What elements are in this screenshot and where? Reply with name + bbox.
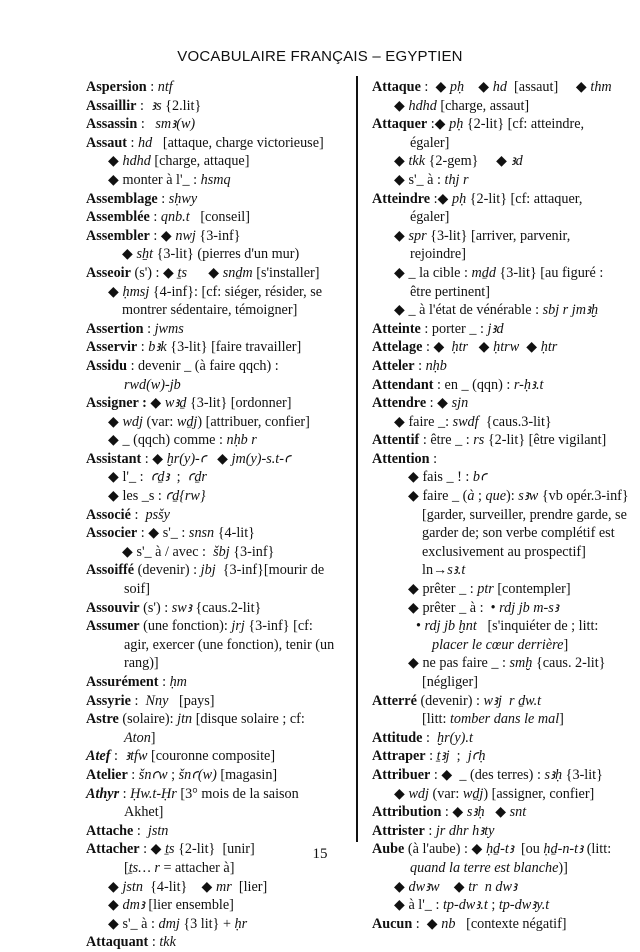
dictionary-entry: Asservir : bꜣk {3-lit} [faire travailler] [86, 339, 302, 356]
dictionary-subentry: ◆ faire _ (à ; que): sꜣw {vb opér.3-inf} [408, 488, 629, 505]
dictionary-entry: Assouvir (s') : swꜣ {caus.2-lit} [86, 599, 262, 616]
dictionary-entry: Asseoir (s') : ◆ ṯs ◆ snḏm [s'installer] [86, 264, 320, 281]
dictionary-subentry: • rdj jb ḫnt [s'inquiéter de ; litt: [416, 618, 599, 635]
dictionary-entry: Athyr : Ḥw.t-Ḥr [3° mois de la saison [86, 785, 299, 802]
dictionary-entry: Assaut : hd [attaque, charge victorieuse] [86, 134, 324, 151]
dictionary-entry: Assoiffé (devenir) : jbj {3-inf}[mourir de [86, 562, 325, 579]
dictionary-subentry: ◆ l'_ : ꜥḏꜣ ; ꜥḏr [108, 469, 207, 486]
dictionary-subentry: rejoindre] [410, 246, 466, 263]
dictionary-subentry: [garder, surveiller, prendre garde, se [422, 506, 627, 523]
dictionary-subentry: égaler] [410, 209, 450, 226]
dictionary-subentry: [ṯs… r = attacher à] [124, 859, 235, 876]
dictionary-subentry: ◆ ḥmsj {4-inf}: [cf: siéger, résider, se [108, 283, 323, 300]
dictionary-subentry: Akhet] [124, 804, 164, 821]
page-number: 15 [312, 846, 328, 862]
dictionary-entry: Attaquant : tkk [86, 934, 176, 951]
dictionary-subentry: ◆ s'_ à / avec : šbj {3-inf} [122, 543, 275, 560]
dictionary-subentry: être pertinent] [410, 283, 490, 300]
dictionary-subentry: ◆ s'_ à : thj r [394, 171, 469, 188]
dictionary-subentry: ◆ hdhd [charge, attaque] [108, 153, 250, 170]
dictionary-subentry: ◆ sẖt {3-lit} (pierres d'un mur) [122, 246, 300, 263]
dictionary-entry: Assassin : smꜣ(w) [86, 116, 196, 133]
dictionary-entry: Attraper : ṯꜣj ; jꜥḥ [372, 748, 486, 765]
dictionary-entry: Assemblée : qnb.t [conseil] [86, 209, 250, 226]
dictionary-entry: Attacher : ◆ ṯs {2-lit} [unir] [86, 841, 255, 858]
dictionary-subentry: [négliger] [422, 674, 478, 690]
dictionary-subentry: montrer sédentaire, témoigner] [122, 302, 298, 319]
column-divider [356, 76, 358, 842]
dictionary-subentry: ◆ s'_ à : dmj {3 lit} + ḥr [108, 915, 248, 932]
dictionary-subentry: ◆ ne pas faire _ : smḫ {caus. 2-lit} [408, 655, 606, 672]
dictionary-subentry: ◆ à l'_ : tp-dwꜣ.t ; tp-dwꜣy.t [394, 897, 550, 914]
dictionary-subentry: ◆ monter à l'_ : hsmq [108, 171, 231, 188]
dictionary-subentry: exclusivement au prospectif] [422, 543, 586, 560]
dictionary-entry: Associer : ◆ s'_ : snsn {4-lit} [86, 525, 255, 542]
dictionary-subentry: ◆ _ (qqch) comme : nḥb r [108, 432, 257, 449]
dictionary-entry: Atteinte : porter _ : jꜣd [372, 320, 504, 337]
dictionary-entry: Attache : jstn [86, 822, 169, 839]
dictionary-entry: Associé : psšy [86, 506, 170, 523]
dictionary-subentry: ◆ les _s : ꜥḏ{rw} [108, 488, 206, 505]
dictionary-entry: Atteler : nḥb [372, 357, 447, 374]
dictionary-subentry: rang)] [124, 655, 159, 672]
dictionary-entry: Atterré (devenir) : wꜣj r ḏw.t [372, 692, 542, 709]
dictionary-subentry: ◆ _ à l'état de vénérable : sbj r jmꜣḫ [394, 302, 599, 319]
dictionary-entry: Assertion : jwms [86, 320, 184, 337]
dictionary-subentry: agir, exercer (une fonction), tenir (un [124, 636, 335, 653]
dictionary-entry: Assaillir : ꜣs {2.lit} [86, 97, 202, 114]
dictionary-subentry: Aton] [124, 729, 156, 746]
dictionary-entry: Atteindre :◆ pḥ {2-lit} [cf: attaquer, [372, 190, 583, 207]
dictionary-subentry: [litt: tomber dans le mal] [422, 711, 564, 728]
dictionary-subentry: ◆ wdj (var: wḏj) [attribuer, confier] [108, 413, 310, 430]
dictionary-entry: Attention : [372, 450, 438, 467]
dictionary-entry: Attendant : en _ (qqn) : r-ḥꜣ.t [372, 376, 544, 393]
dictionary-entry: Attribution : ◆ sꜣḥ ◆ snt [372, 804, 527, 821]
dictionary-entry: Attendre : ◆ sjn [372, 395, 469, 412]
dictionary-entry: Attribuer : ◆ _ (des terres) : sꜣḥ {3-lit} [372, 766, 603, 783]
dictionary-subentry: ◆ prêter _ à : • rdj jb m-sꜣ [408, 599, 559, 616]
page-title: VOCABULAIRE FRANÇAIS – EGYPTIEN [177, 48, 463, 65]
dictionary-subentry: ◆ prêter _ : ptr [contempler] [408, 581, 571, 598]
dictionary-subentry: ◆ hdhd [charge, assaut] [394, 97, 530, 114]
dictionary-entry: Assemblage : sḥwy [86, 190, 198, 207]
dictionary-entry: Attitude : ḫr(y).t [372, 729, 473, 746]
dictionary-subentry: ◆ fais _ ! : bꜥ [408, 469, 487, 486]
right-column [372, 78, 629, 933]
dictionary-entry: Attelage : ◆ ḥtr ◆ ḥtrw ◆ ḥtr [372, 339, 558, 356]
dictionary-subentry: ln→sꜣ.t [422, 562, 466, 579]
dictionary-subentry: égaler] [410, 134, 450, 151]
dictionary-entry: Assembler : ◆ nwj {3-inf} [86, 227, 241, 244]
dictionary-subentry: quand la terre est blanche)] [410, 859, 568, 876]
left-column [86, 78, 348, 952]
dictionary-entry: Attaque : ◆ pḥ ◆ hd [assaut] ◆ thm [372, 79, 612, 95]
dictionary-subentry: ◆ faire _: swdf {caus.3-lit} [394, 413, 552, 430]
dictionary-entry: Assurément : ḥm [86, 674, 187, 690]
dictionary-entry: Aube (à l'aube) : ◆ ḥḏ-tꜣ [ou ḥḏ-n-tꜣ (litt: [372, 841, 612, 858]
dictionary-entry: Aspersion : ntf [86, 79, 173, 95]
dictionary-entry: Astre (solaire): jtn [disque solaire ; cf: [86, 711, 305, 728]
dictionary-entry: Assumer (une fonction): jrj {3-inf} [cf: [86, 618, 313, 635]
dictionary-entry: Assigner : ◆ wꜣḏ {3-lit} [ordonner] [86, 395, 292, 412]
dictionary-subentry: ◆ dwꜣw ◆ tr n dwꜣ [394, 878, 518, 895]
dictionary-subentry: ◆ dmꜣ [lier ensemble] [108, 897, 234, 914]
dictionary-subentry: soif] [124, 581, 151, 598]
dictionary-entry: Attrister : jr dhr hꜣty [372, 822, 495, 839]
dictionary-subentry: placer le cœur derrière] [432, 636, 569, 653]
dictionary-subentry: ◆ _ la cible : mḏd {3-lit} [au figuré : [394, 264, 604, 281]
dictionary-subentry: ◆ spr {3-lit} [arriver, parvenir, [394, 227, 571, 244]
dictionary-subentry: ◆ wdj (var: wḏj) [assigner, confier] [394, 785, 595, 802]
dictionary-subentry: ◆ jstn {4-lit} ◆ mr [lier] [108, 878, 268, 895]
dictionary-subentry: rwd(w)-jb [124, 376, 181, 393]
dictionary-entry: Assistant : ◆ ḫr(y)-ꜥ ◆ jm(y)-s.t-ꜥ [86, 450, 291, 467]
dictionary-entry: Aucun : ◆ nb [contexte négatif] [372, 915, 567, 932]
dictionary-entry: Assyrie : Nny [pays] [86, 692, 215, 709]
dictionary-entry: Assidu : devenir _ (à faire qqch) : [86, 357, 279, 374]
dictionary-entry: Atef : ꜣtfw [couronne composite] [86, 748, 276, 765]
dictionary-subentry: garder de; son verbe complétif est [422, 525, 615, 542]
dictionary-entry: Atelier : šnꜥw ; šnꜥ(w) [magasin] [86, 766, 278, 783]
dictionary-subentry: ◆ tkk {2-gem} ◆ ꜣd [394, 153, 523, 170]
dictionary-entry: Attaquer :◆ pḥ {2-lit} [cf: atteindre, [372, 116, 585, 133]
dictionary-entry: Attentif : être _ : rs {2-lit} [être vigilant] [372, 432, 607, 449]
